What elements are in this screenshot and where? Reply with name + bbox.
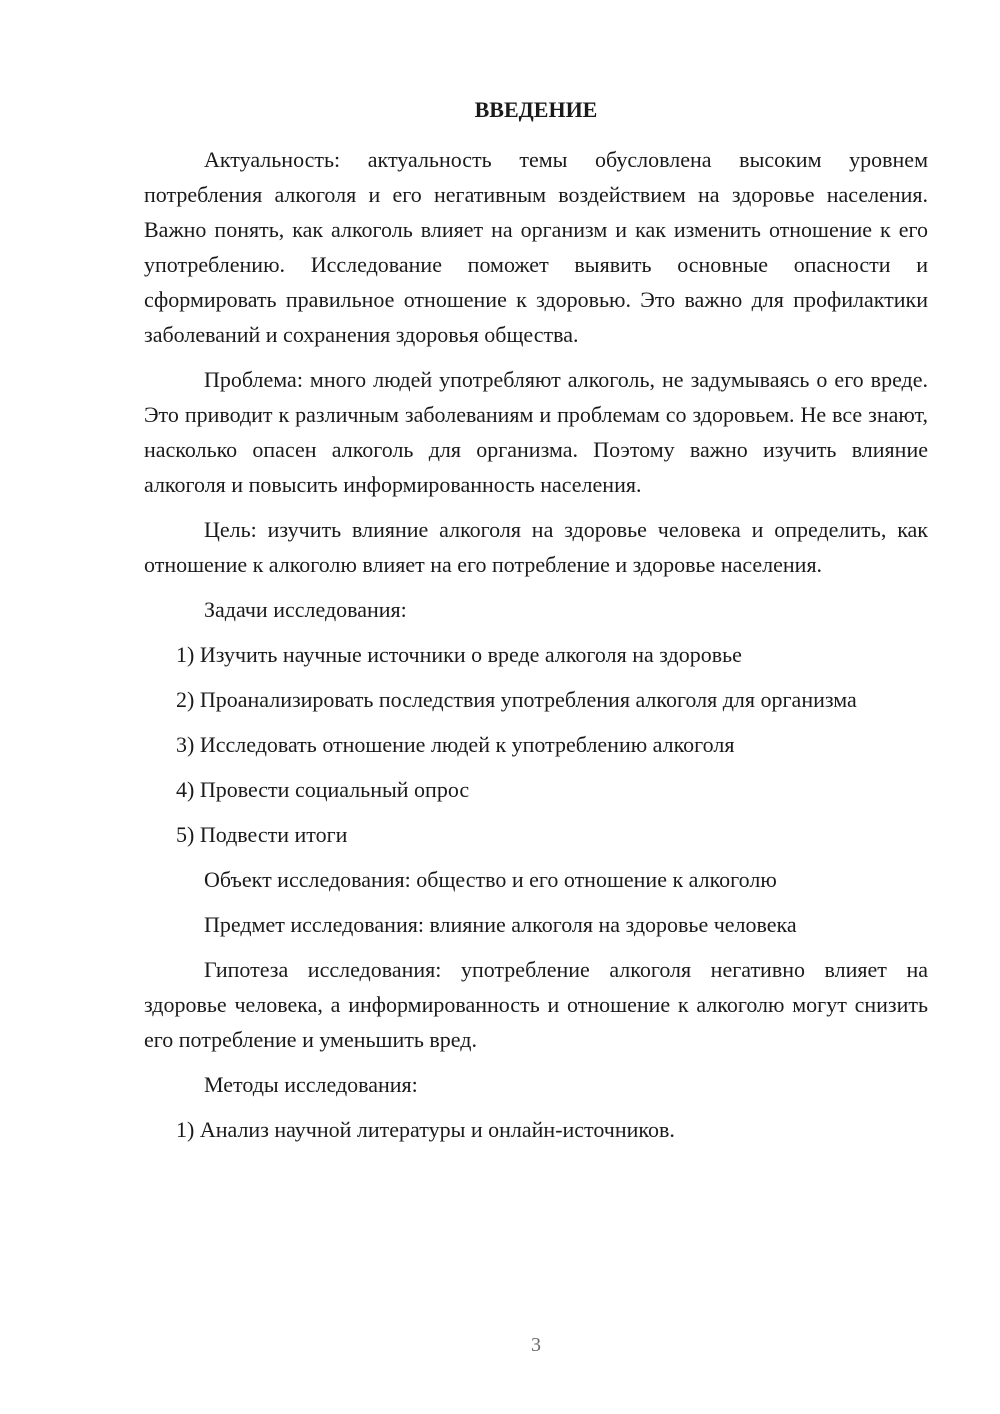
task-item-3: 3) Исследовать отношение людей к употреблению алкоголя (176, 732, 735, 757)
methods-heading: Методы исследования: (204, 1072, 418, 1097)
paragraph-problem: Проблема: много людей употребляют алкоголь, не задумываясь о его вреде. Это приводит к различным заболеваниям и проблемам со здоровьем. Не все знают, насколько опасен алкоголь для организма. Поэтому важно изучить влияние алкоголя и повысить информированность населения. (144, 367, 928, 497)
method-item-1: 1) Анализ научной литературы и онлайн-источников. (176, 1117, 675, 1142)
paragraph-goal: Цель: изучить влияние алкоголя на здоровье человека и определить, как отношение к алкоголю влияет на его потребление и здоровье населения. (144, 517, 928, 577)
document-title: ВВЕДЕНИЕ (474, 97, 598, 122)
task-item-5: 5) Подвести итоги (176, 822, 348, 847)
tasks-heading: Задачи исследования: (204, 597, 407, 622)
page-number: 3 (531, 1334, 541, 1356)
research-object: Объект исследования: общество и его отношение к алкоголю (204, 867, 777, 892)
research-hypothesis: Гипотеза исследования: употребление алкоголя негативно влияет на здоровье человека, а информированность и отношение к алкоголю могут снизить его потребление и уменьшить вред. (144, 957, 928, 1052)
task-item-1: 1) Изучить научные источники о вреде алкоголя на здоровье (176, 642, 742, 667)
task-item-2: 2) Проанализировать последствия употребления алкоголя для организма (176, 687, 857, 712)
research-subject: Предмет исследования: влияние алкоголя на здоровье человека (204, 912, 797, 937)
task-item-4: 4) Провести социальный опрос (176, 777, 470, 802)
document-page (144, 92, 928, 1157)
paragraph-relevance: Актуальность: актуальность темы обусловлена высоким уровнем потребления алкоголя и его негативным воздействием на здоровье населения. Важно понять, как алкоголь влияет на организм и как изменить отношение к его употреблению. Исследование поможет выявить основные опасности и сформировать правильное отношение к здоровью. Это важно для профилактики заболеваний и сохранения здоровья общества. (144, 147, 928, 347)
